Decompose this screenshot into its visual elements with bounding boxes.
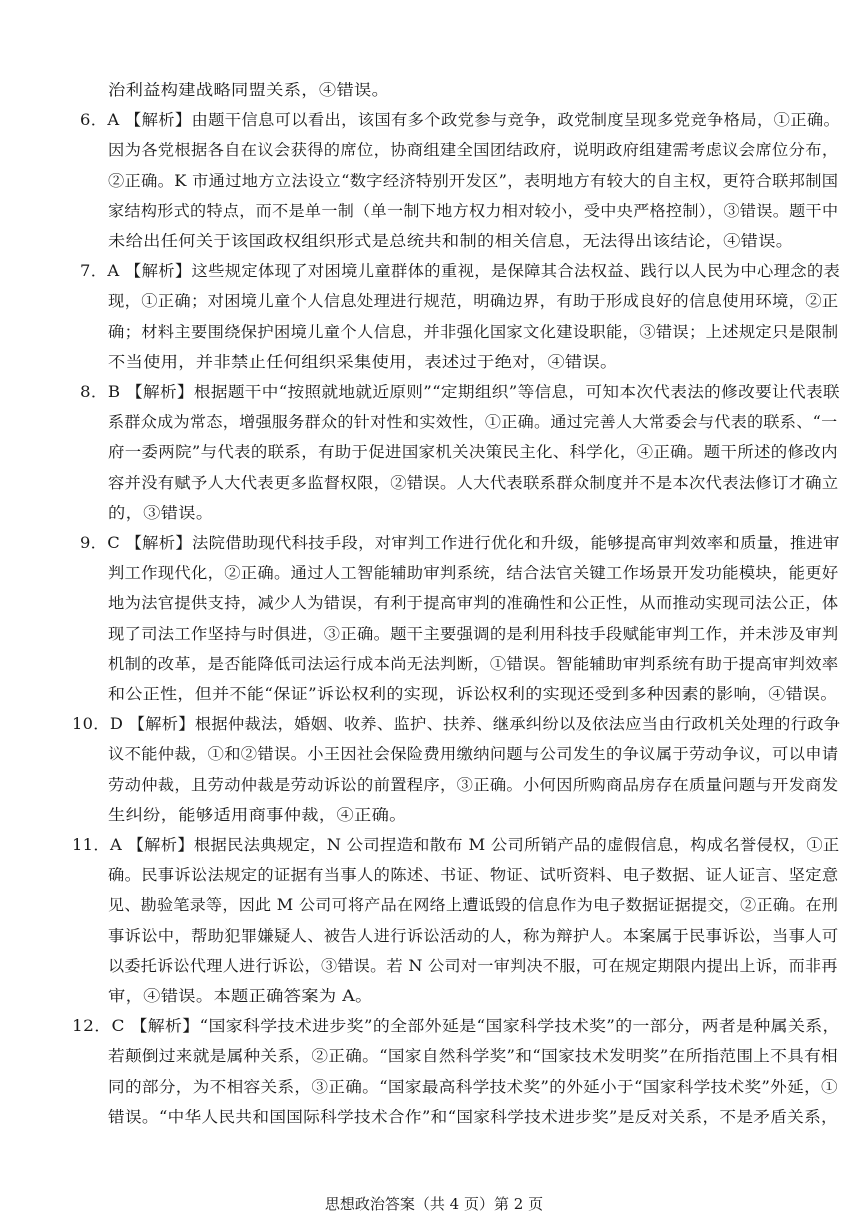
text-line: 地为法官提供支持，减少人为错误，有利于提高审判的准确性和公正性，从而推动实现司法公正，体 xyxy=(108,594,839,613)
text-line: 见、勘验笔录等，因此 M 公司可将产品在网络上遭诋毁的信息作为电子数据证据提交，②正确。在刑 xyxy=(108,896,839,915)
text-line: 现了司法工作坚持与时俱进，③正确。题干主要强调的是利用科技手段赋能审判工作，并未涉及审判 xyxy=(108,624,839,643)
text-line: 家结构形式的特点，而不是单一制（单一制下地方权力相对较小，受中央严格控制），③错误。题干中 xyxy=(108,201,839,220)
text-line: 容并没有赋予人大代表更多监督权限，②错误。人大代表联系群众制度并不是本次代表法修订才确立 xyxy=(108,473,839,492)
answer-12-line: 12．C 【解析】“国家科学技术进步奖”的全部外延是“国家科学技术奖”的一部分，两者是种属关系， xyxy=(72,1017,840,1036)
text-line: 劳动仲裁，且劳动仲裁是劳动诉讼的前置程序，③正确。小何因所购商品房存在质量问题与开发商发 xyxy=(108,775,839,794)
text-line: 以委托诉讼代理人进行诉讼，③错误。若 N 公司对一审判决不服，可在规定期限内提出上诉，而非再 xyxy=(108,956,838,975)
text-line: 治利益构建战略同盟关系，④错误。 xyxy=(108,81,390,99)
text-line: 生纠纷，能够适用商事仲裁，④正确。 xyxy=(108,805,407,824)
text-line: 若颠倒过来就是属种关系，②正确。“国家自然科学奖”和“国家技术发明奖”在所指范围上不具有相 xyxy=(108,1047,839,1066)
answer-9-line: 9．C 【解析】法院借助现代科技手段，对审判工作进行优化和升级，能够提高审判效率和质量，推进审 xyxy=(80,534,840,552)
text-line: ②正确。K 市通过地方立法设立“数字经济特别开发区”，表明地方有较大的自主权，更符合联邦制国 xyxy=(108,171,839,190)
text-line: 因为各党根据各自在议会获得的席位，协商组建全国团结政府，说明政府组建需考虑议会席位分布， xyxy=(108,141,839,160)
text-line: 未给出任何关于该国政权组织形式是总统共和制的相关信息，无法得出该结论，④错误。 xyxy=(108,232,794,250)
text-line: 确；材料主要围绕保护困境儿童个人信息，并非强化国家文化建设职能，③错误；上述规定只是限制 xyxy=(108,322,839,341)
text-line: 府一委两院”与代表的联系，有助于促进国家机关决策民主化、科学化，④正确。题干所述的修改内 xyxy=(108,443,838,462)
text-line: 审，④错误。本题正确答案为 A。 xyxy=(108,987,373,1005)
text-line: 现，①正确；对困境儿童个人信息处理进行规范，明确边界，有助于形成良好的信息使用环境，②正 xyxy=(108,292,839,311)
text-line: 和公正性，但并不能“保证”诉讼权利的实现，诉讼权利的实现还受到多种因素的影响，④错误。 xyxy=(108,685,838,703)
text-line: 机制的改革，是否能降低司法运行成本尚无法判断，①错误。智能辅助审判系统有助于提高审判效率 xyxy=(108,654,839,673)
text-line: 系群众成为常态，增强服务群众的针对性和实效性，①正确。通过完善人大常委会与代表的联系、“一 xyxy=(108,413,838,432)
page-footer: 思想政治答案（共 4 页）第 2 页 xyxy=(324,1195,544,1213)
answer-11-line: 11．A 【解析】根据民法典规定，N 公司捏造和散布 M 公司所销产品的虚假信息，构成名誉侵权，①正 xyxy=(72,836,840,854)
text-line: 议不能仲裁，①和②错误。小王因社会保险费用缴纳问题与公司发生的争议属于劳动争议，可以申请 xyxy=(108,745,839,764)
text-line: 判工作现代化，②正确。通过人工智能辅助审判系统，结合法官关键工作场景开发功能模块，能更好 xyxy=(108,564,839,583)
answer-10-line: 10．D 【解析】根据仲裁法，婚姻、收养、监护、扶养、继承纠纷以及依法应当由行政机关处理的行政争 xyxy=(72,715,841,734)
text-line: 的，③错误。 xyxy=(108,503,214,522)
text-line: 错误。“中华人民共和国国际科学技术合作”和“国家科学技术进步奖”是反对关系，不是矛盾关系， xyxy=(108,1107,839,1126)
answer-6-line: 6．A 【解析】由题干信息可以看出，该国有多个政党参与竞争，政党制度呈现多党竞争格局，①正确。 xyxy=(80,111,841,130)
text-line: 事诉讼中，帮助犯罪嫌疑人、被告人进行诉讼活动的人，称为辩护人。本案属于民事诉讼，当事人可 xyxy=(108,926,839,945)
answer-7-line: 7．A 【解析】这些规定体现了对困境儿童群体的重视，是保障其合法权益、践行以人民为中心理念的表 xyxy=(80,262,841,281)
answer-8-line: 8．B 【解析】根据题干中“按照就地就近原则”“定期组织”等信息，可知本次代表法的修改要让代表联 xyxy=(80,383,840,401)
text-line: 不当使用，并非禁止任何组织采集使用，表述过于绝对，④错误。 xyxy=(108,352,618,371)
text-line: 同的部分，为不相容关系，③正确。“国家最高科学技术奖”的外延小于“国家科学技术奖”外延，① xyxy=(108,1077,839,1096)
text-line: 确。民事诉讼法规定的证据有当事人的陈述、书证、物证、试听资料、电子数据、证人证言、坚定意 xyxy=(108,866,839,885)
